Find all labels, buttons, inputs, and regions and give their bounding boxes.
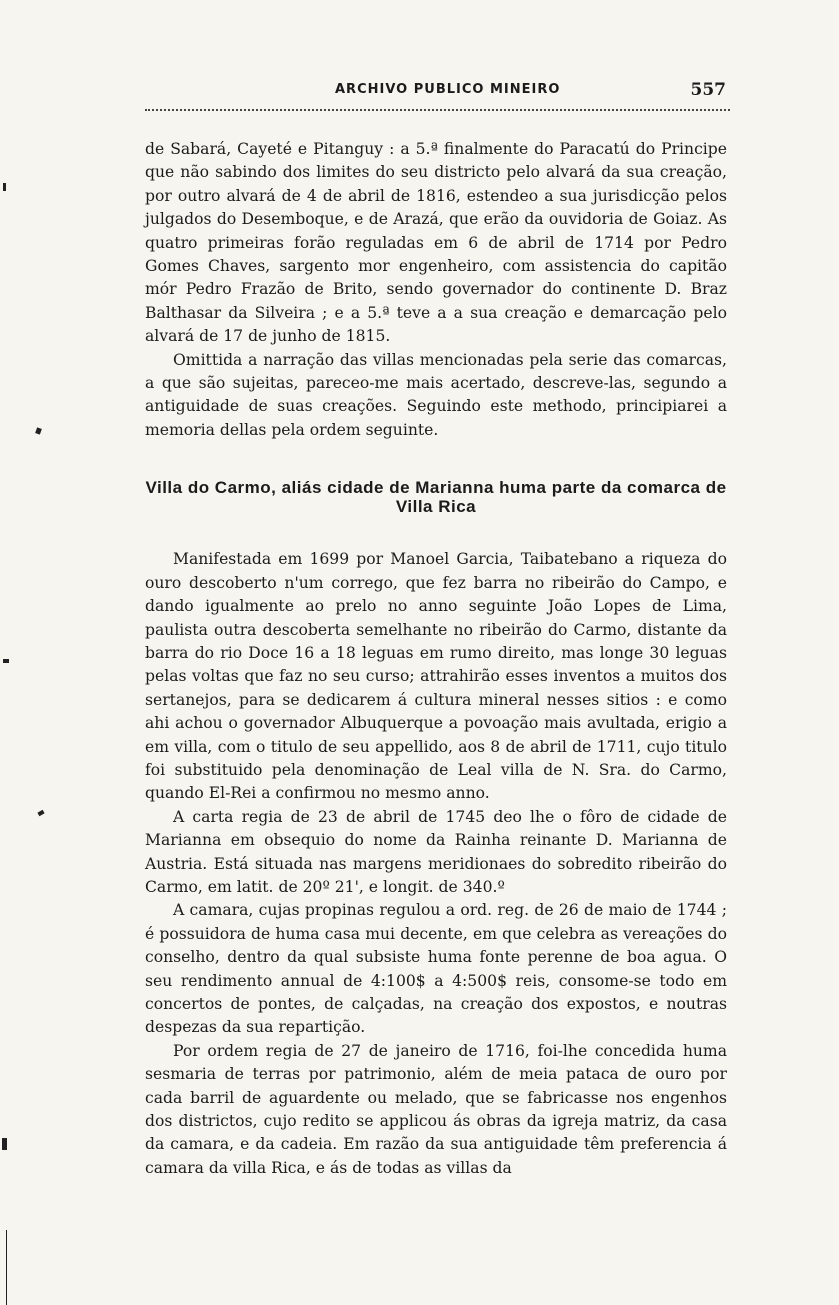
margin-speck xyxy=(3,659,9,663)
running-header xyxy=(145,80,728,104)
margin-speck xyxy=(2,1138,7,1150)
page-body xyxy=(145,138,727,1180)
paragraph: A carta regia de 23 de abril de 1745 deo lhe o fôro de cidade de Marianna em obsequio do nome da Rainha reinante D. Marianna de Austria. Está situada nas margens meridionaes do sobredito ribeirão do Carmo, em latit. de 20º 21', e longit. de 340.º xyxy=(145,807,727,896)
section-heading: Villa do Carmo, aliás cidade de Marianna huma parte da comarca de Villa Rica xyxy=(145,478,727,517)
paragraph-continued: de Sabará, Cayeté e Pitanguy : a 5.ª finalmente do Paracatú do Principe que não sabindo dos limites do seu districto pelo alvará da sua creação, por outro alvará de 4 de abril de 1816, estendeo a sua jurisdicção pelos julgados do Desemboque, e de Arazá, que erão da ouvidoria de Goiaz. As quatro primeiras forão reguladas em 6 de abril de 1714 por Pedro Gomes Chaves, sargento mor engenheiro, com assistencia do capitão mór Pedro Frazão de Brito, sendo governador do continente D. Braz Balthasar da Silveira ; e a 5.ª teve a a sua creação e demarcação pelo alvará de 17 de junho de 1815. xyxy=(145,140,727,346)
journal-title: ARCHIVO PUBLICO MINEIRO xyxy=(335,82,561,97)
page-number: 557 xyxy=(690,80,726,100)
paragraph: Manifestada em 1699 por Manoel Garcia, Taibatebano a riqueza do ouro descoberto n'um corrego, que fez barra no ribeirão do Campo, e dando igualmente ao prelo no anno seguinte João Lopes de Lima, paulista outra descoberta semelhante no ribeirão do Carmo, distante da barra do rio Doce 16 a 18 leguas em rumo direito, mas longe 30 leguas pelas voltas que faz no seu curso; attrahirão esses inventos a muitos dos sertanejos, para se dedicarem á cultura mineral nesses sitios : e como ahi achou o governador Albuquerque a povoação mais avultada, erigio a em villa, com o titulo de seu appellido, aos 8 de abril de 1711, cujo titulo foi substituido pela denominação de Leal villa de N. Sra. do Carmo, quando El-Rei a confirmou no mesmo anno. xyxy=(145,550,727,803)
paragraph: A camara, cujas propinas regulou a ord. reg. de 26 de maio de 1744 ; é possuidora de huma casa mui decente, em que celebra as vereações do conselho, dentro da qual subsiste huma fonte perenne de boa agua. O seu rendimento annual de 4:100$ a 4:500$ reis, consome-se todo em concertos de pontes, de calçadas, na creação dos expostos, e noutras despezas da sua repartição. xyxy=(145,901,727,1037)
paragraph: Omittida a narração das villas mencionadas pela serie das comarcas, a que são sujeitas, pareceo-me mais acertado, descreve-las, segundo a antiguidade de suas creações. Seguindo este methodo, principiarei a memoria dellas pela ordem seguinte. xyxy=(145,350,727,439)
paragraph: Por ordem regia de 27 de janeiro de 1716, foi-lhe concedida huma sesmaria de terras por patrimonio, além de meia pataca de ouro por cada barril de aguardente ou melado, que se fabricasse nos engenhos dos districtos, cujo redito se applicou ás obras da igreja matriz, da casa da camara, e da cadeia. Em razão da sua antiguidade têm preferencia á camara da villa Rica, e ás de todas as villas da xyxy=(145,1041,727,1177)
margin-speck xyxy=(37,810,44,816)
margin-edge-line xyxy=(6,1230,7,1305)
margin-speck xyxy=(35,427,42,434)
header-rule xyxy=(145,109,730,111)
margin-speck xyxy=(3,183,6,191)
